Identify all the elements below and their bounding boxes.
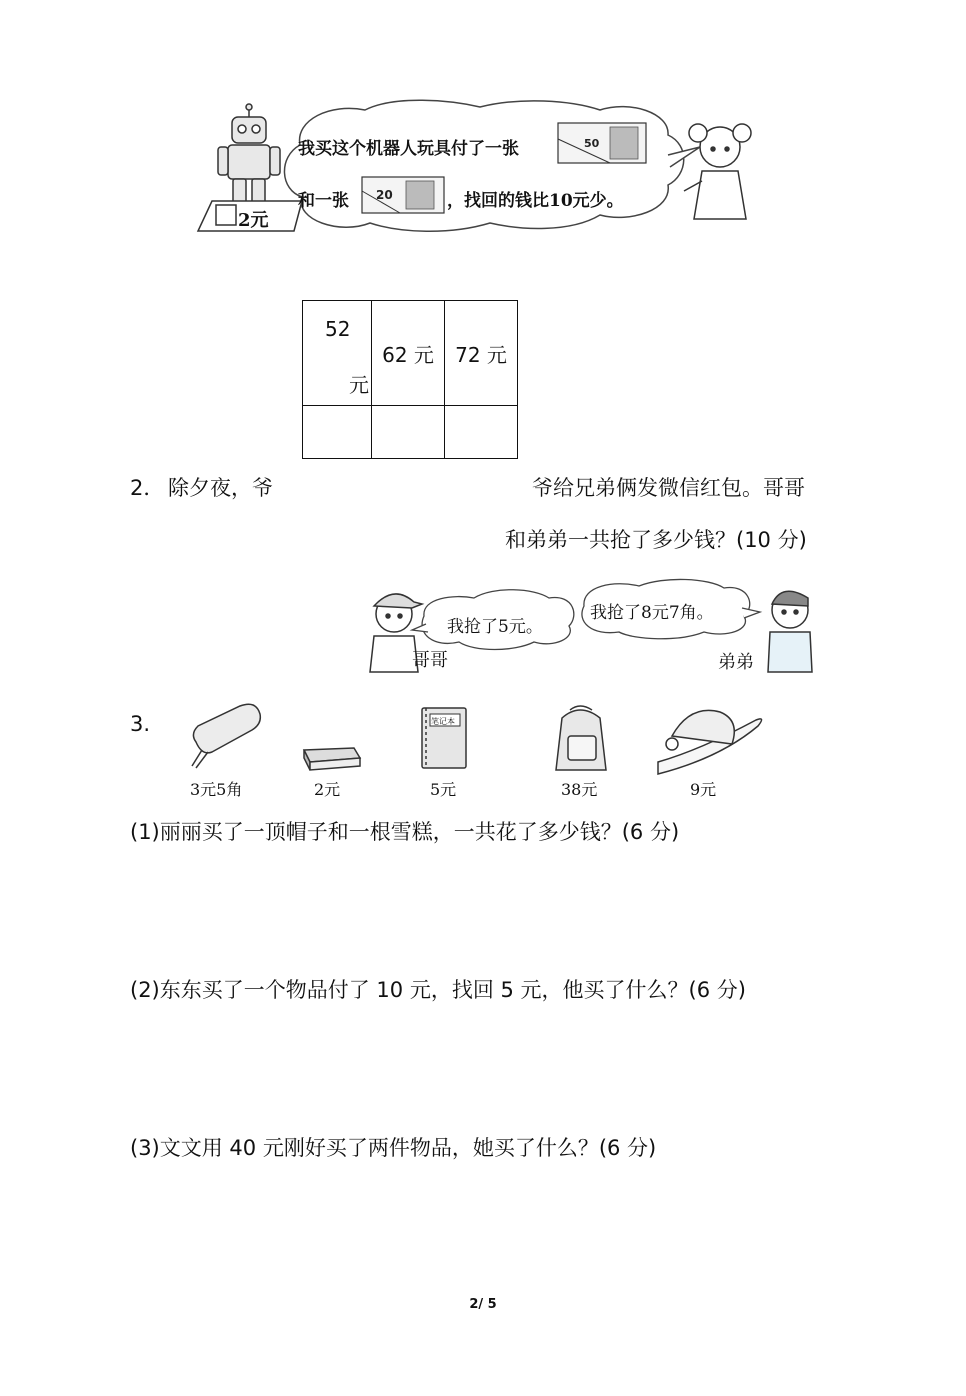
price-hat: 9元 [690, 780, 717, 799]
q2-text-c: 和弟弟一共抢了多少钱？(10 分) [505, 528, 807, 552]
table-row [303, 301, 518, 406]
items-svg [180, 700, 780, 780]
backpack-icon [556, 706, 606, 770]
q2-label-right: 弟弟 [718, 652, 754, 673]
q1-bubble-line2-a: 和一张 [298, 191, 349, 211]
q3-sub1: (1)丽丽买了一顶帽子和一根雪糕，一共花了多少钱？(6 分) [130, 820, 680, 844]
q2-bubble-right: 我抢了8元7角。 [590, 603, 714, 623]
speech-cloud [284, 100, 683, 231]
popsicle-icon [192, 704, 260, 768]
girl-icon [684, 124, 751, 219]
q1-illustration [190, 95, 770, 245]
price-notebook: 5元 [430, 780, 457, 799]
answer-cell-2[interactable] [372, 406, 445, 459]
option-cell-72: 72 元 [445, 301, 518, 406]
note-20-text: 20 [376, 188, 393, 202]
banknote-50-icon [558, 123, 646, 163]
q2-text-b: 爷给兄弟俩发微信红包。哥哥 [532, 476, 805, 500]
answer-cell-1[interactable] [303, 406, 372, 459]
option-52-unit: 元 [349, 373, 369, 397]
q3-sub2: (2)东东买了一个物品付了 10 元，找回 5 元，他买了什么？(6 分) [130, 978, 746, 1002]
robot-icon [218, 104, 280, 203]
option-cell-52 [303, 301, 372, 406]
price-eraser: 2元 [314, 780, 341, 799]
page-number: 2/ 5 [469, 1297, 497, 1312]
table-row [303, 406, 518, 459]
q2-bubble-left: 我抢了5元。 [447, 617, 543, 637]
q2-text-a: 除夕夜，爷 [168, 476, 273, 500]
q3-items-illustration [180, 700, 780, 780]
notebook-label: 笔记本 [431, 717, 455, 726]
q3-sub3: (3)文文用 40 元刚好买了两件物品，她买了什么？(6 分) [130, 1136, 657, 1160]
hat-icon [658, 710, 762, 774]
q2-label-left: 哥哥 [412, 650, 448, 671]
answer-options-table [302, 300, 518, 459]
price-backpack: 38元 [561, 780, 598, 799]
banknote-20-icon [362, 177, 444, 213]
price-popsicle: 3元5角 [190, 780, 243, 799]
option-52-number: 52 [325, 317, 351, 341]
younger-brother-icon [768, 591, 812, 672]
price-tag-blank-box [216, 205, 236, 225]
option-cell-62: 62 元 [372, 301, 445, 406]
note-50-text: 50 [584, 137, 600, 150]
eraser-icon [304, 748, 360, 770]
q1-bubble-line2-b: ，找回的钱比10元少。 [447, 191, 624, 211]
q1-bubble-line1: 我买这个机器人玩具付了一张 [298, 139, 519, 159]
answer-cell-3[interactable] [445, 406, 518, 459]
robot-scene-svg [190, 95, 770, 245]
price-tag-label: 2元 [238, 210, 269, 231]
q2-number: 2． [130, 476, 165, 500]
q3-number: 3. [130, 712, 151, 736]
